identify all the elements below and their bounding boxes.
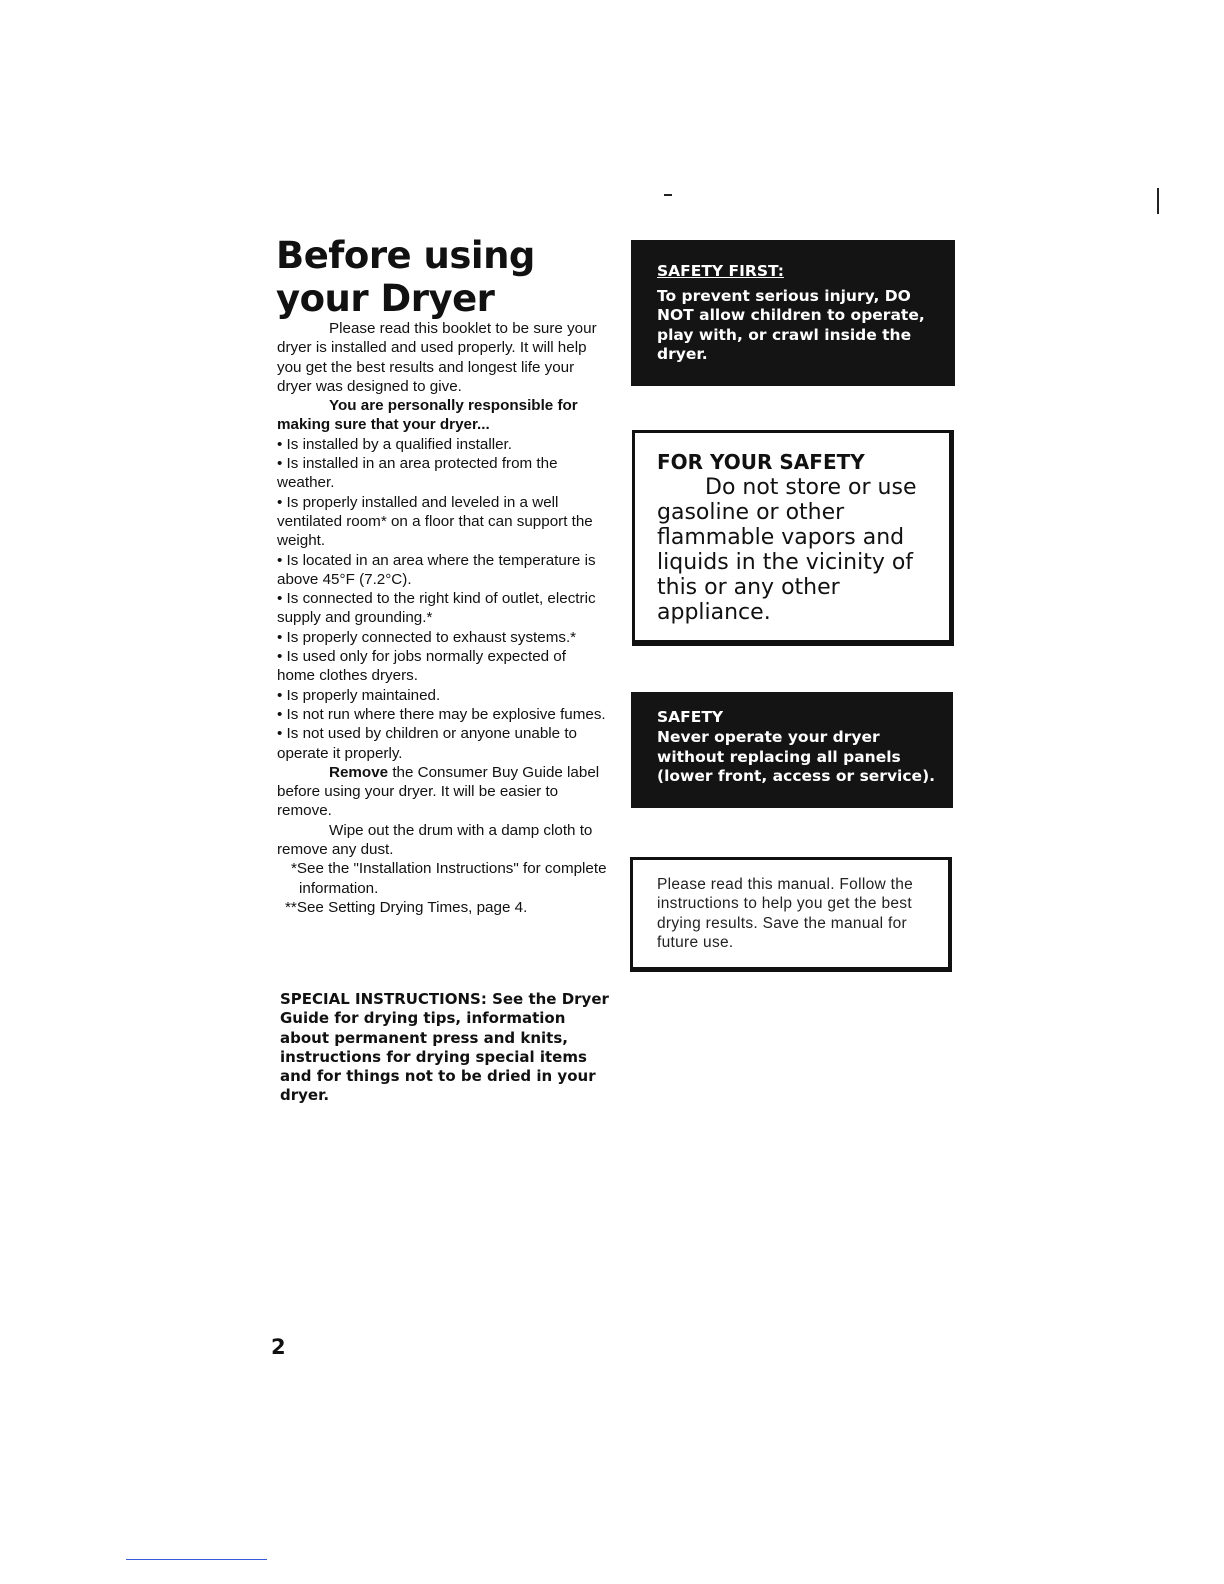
- for-your-safety-heading: FOR YOUR SAFETY: [657, 450, 865, 474]
- read-manual-box: [630, 857, 952, 972]
- remove-text: the Consumer Buy Guide label before using your dryer. It will be easier to remove.: [277, 763, 600, 820]
- list-item: • Is properly connected to exhaust systems.*: [277, 628, 607, 647]
- list-item: • Is used only for jobs normally expected of home clothes dryers.: [277, 647, 607, 686]
- special-instructions: SPECIAL INSTRUCTIONS: See the Dryer Guide for drying tips, information about permanent press and knits, instructions for drying special items and for things not to be dried in your dryer.: [280, 990, 609, 1105]
- safety-panels-heading: SAFETY: [657, 708, 724, 726]
- page-title: [276, 234, 616, 320]
- footnote-drying-times: **See Setting Drying Times, page 4.: [285, 898, 528, 916]
- intro-paragraph: Please read this booklet to be sure your dryer is installed and used properly. It will help you get the best results and longest life your dryer was designed to give.: [277, 320, 597, 395]
- title-line-1: Before using: [276, 234, 535, 277]
- list-item: • Is properly maintained.: [277, 686, 607, 705]
- remove-label-paragraph: [277, 763, 607, 821]
- list-item: • Is installed by a qualified installer.: [277, 435, 607, 454]
- safety-first-heading: SAFETY FIRST:: [657, 262, 784, 280]
- list-item: • Is not used by children or anyone unable to operate it properly.: [277, 724, 607, 763]
- title-line-2: your Dryer: [276, 277, 495, 320]
- responsibility-list: [277, 435, 607, 763]
- for-your-safety-text: [657, 475, 939, 625]
- scan-edge-mark: [1157, 188, 1159, 214]
- responsible-heading: You are personally responsible for making sure that your dryer...: [277, 397, 578, 434]
- list-item: • Is properly installed and leveled in a well ventilated room* on a floor that can support the weight.: [277, 493, 607, 551]
- blue-rule-line: [126, 1559, 267, 1560]
- scan-speck: [664, 194, 672, 196]
- safety-first-box: [631, 240, 955, 386]
- safety-panels-box: [631, 692, 953, 808]
- list-item: • Is installed in an area protected from the weather.: [277, 454, 607, 493]
- page-number: 2: [271, 1335, 286, 1359]
- for-your-safety-box: [632, 430, 954, 646]
- safety-panels-text: Never operate your dryer without replacing all panels (lower front, access or service).: [657, 728, 936, 786]
- body-column: [277, 319, 607, 917]
- list-item: • Is not run where there may be explosive fumes.: [277, 705, 607, 724]
- remove-bold: Remove: [329, 763, 389, 781]
- safety-first-text: To prevent serious injury, DO NOT allow children to operate, play with, or crawl inside the dryer.: [657, 286, 925, 364]
- list-item: • Is located in an area where the temperature is above 45°F (7.2°C).: [277, 551, 607, 590]
- list-item: • Is connected to the right kind of outlet, electric supply and grounding.*: [277, 589, 607, 628]
- read-manual-text: Please read this manual. Follow the instructions to help you get the best drying results. Save the manual for future use.: [657, 876, 914, 952]
- for-your-safety-body: Do not store or use gasoline or other flammable vapors and liquids in the vicinity of this or any other appliance.: [657, 475, 917, 625]
- wipe-drum-paragraph: Wipe out the drum with a damp cloth to remove any dust.: [277, 821, 593, 859]
- footnote-installation: *See the "Installation Instructions" for complete information.: [291, 860, 607, 897]
